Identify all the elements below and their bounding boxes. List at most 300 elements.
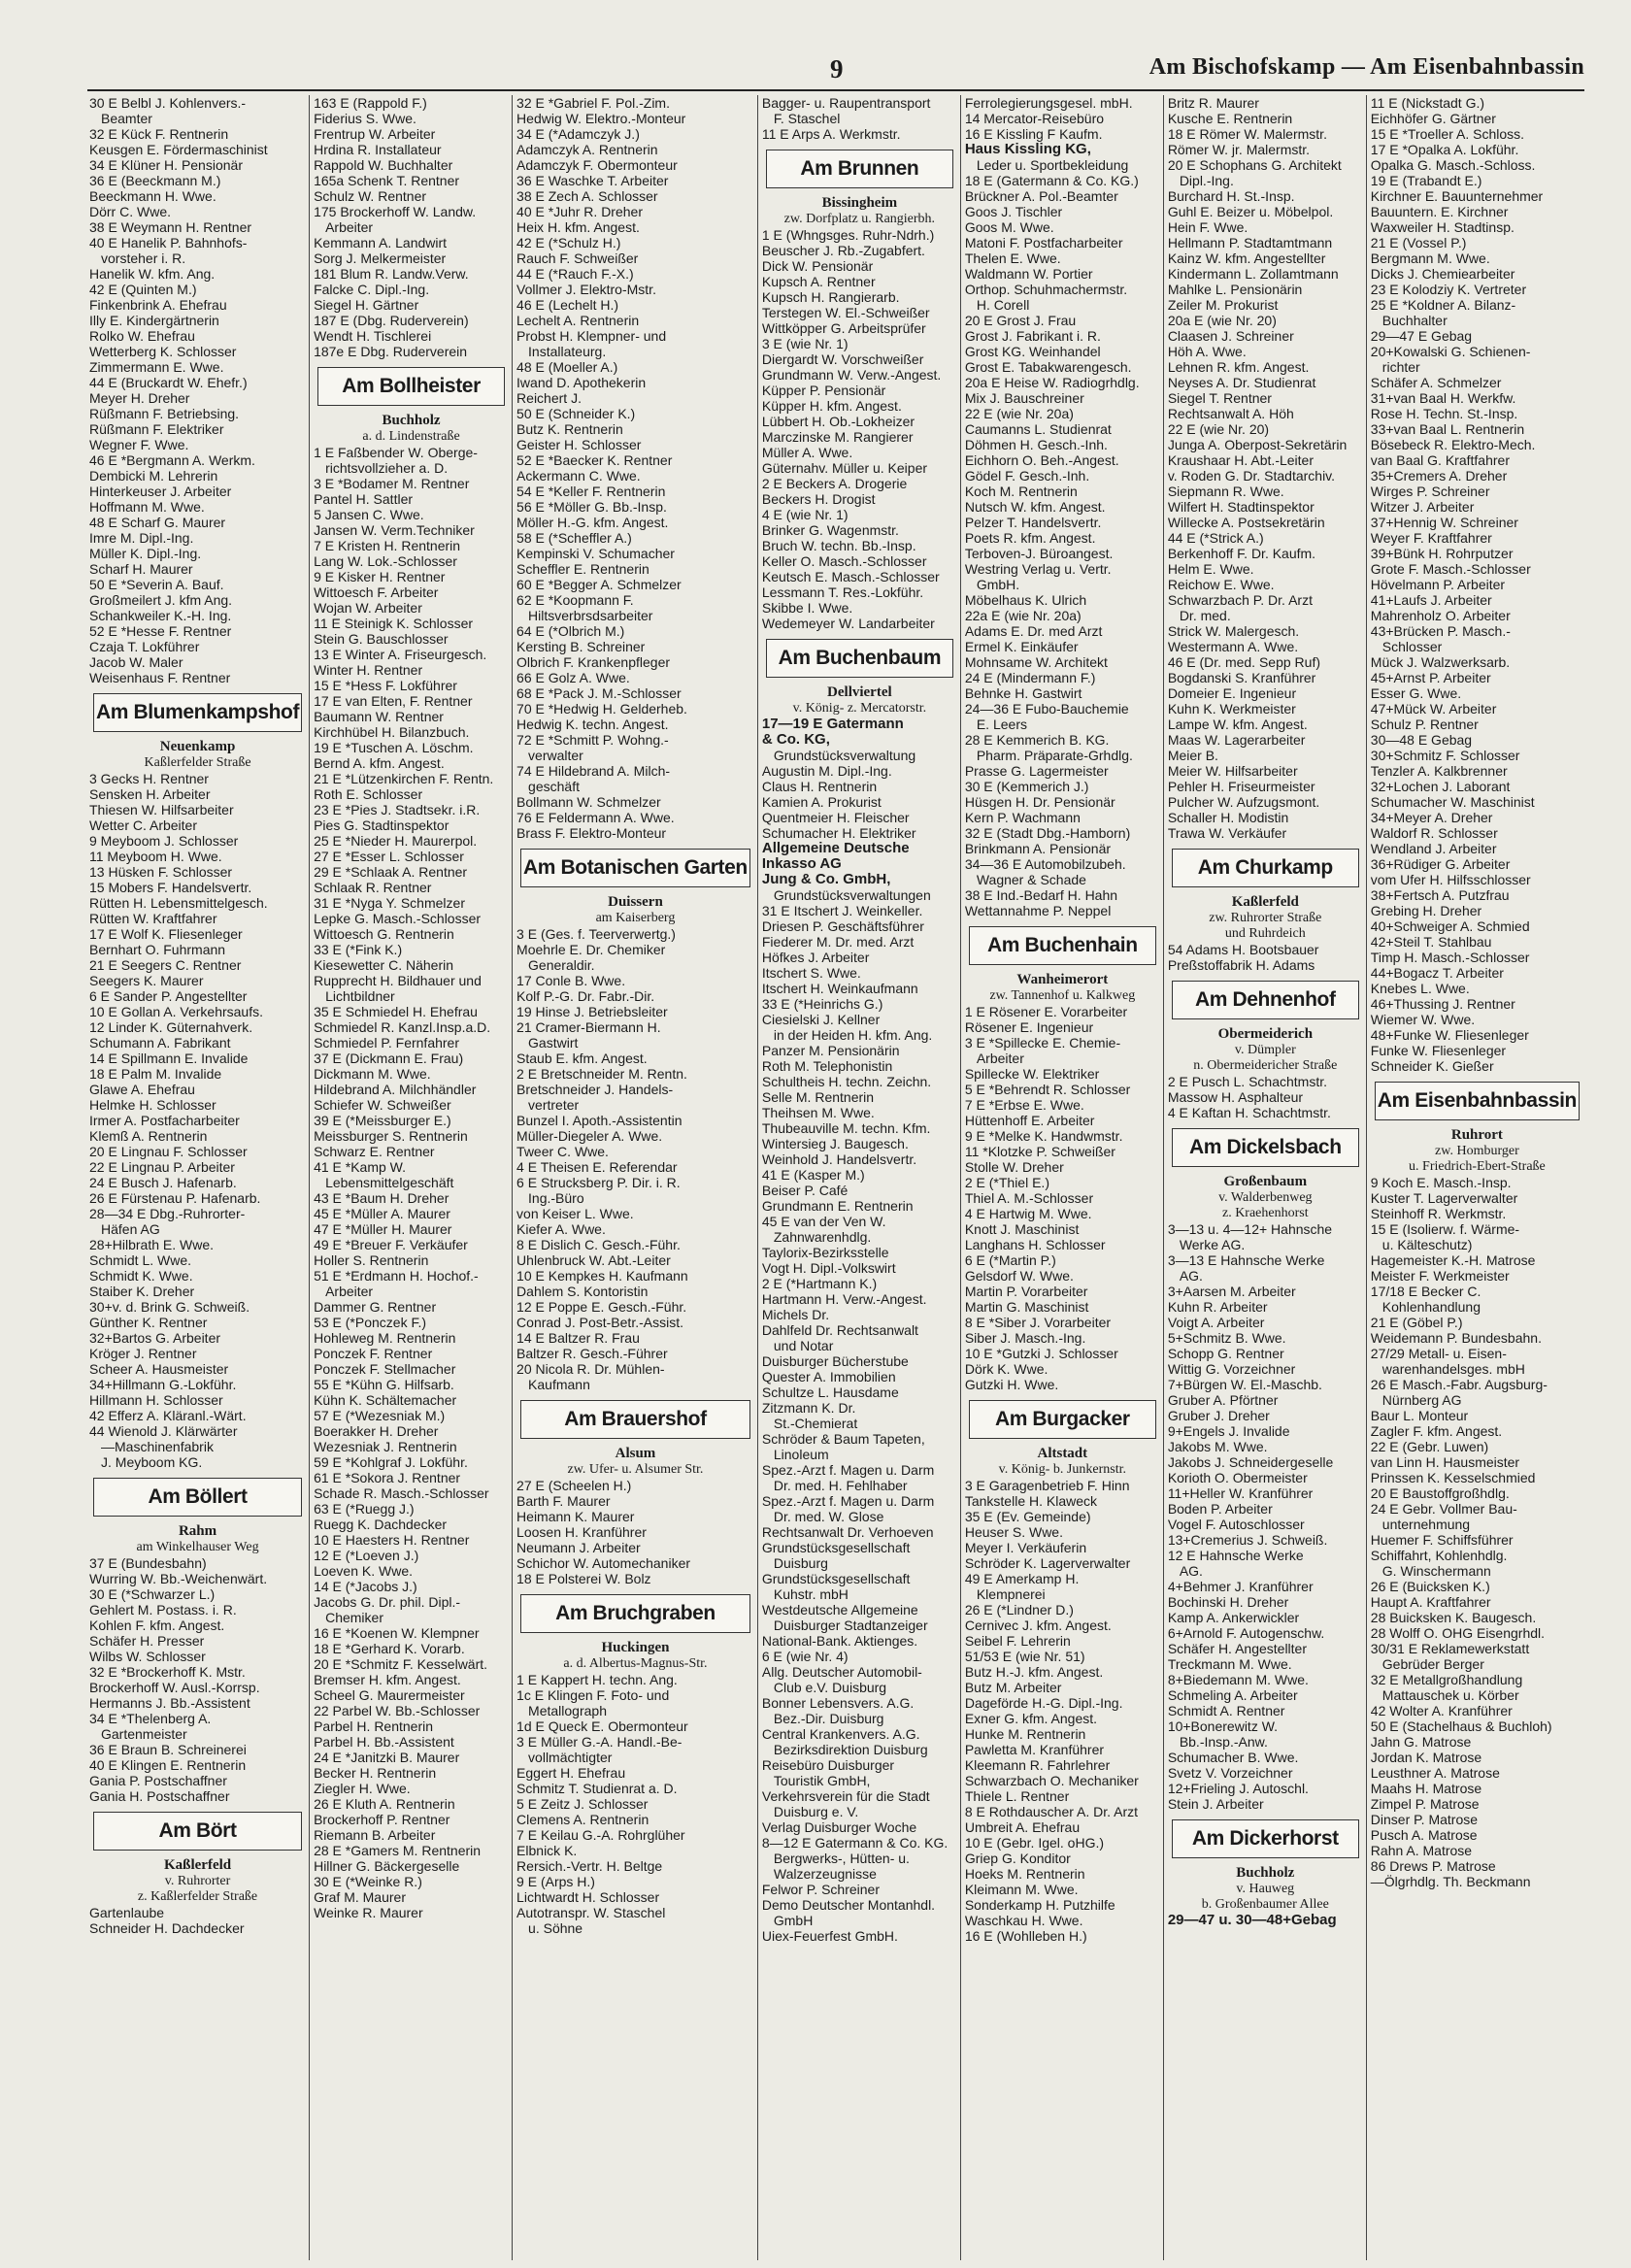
directory-entry: Rüßmann F. Elektriker bbox=[89, 421, 224, 437]
directory-entry: Lübbert H. Ob.-Lokheizer bbox=[761, 414, 915, 429]
directory-entry: 10+Bonerewitz W. bbox=[1167, 1718, 1279, 1734]
directory-entry: Lichtwardt H. Schlosser bbox=[516, 1889, 660, 1905]
directory-entry: Waxweiler H. Stadtinsp. bbox=[1370, 219, 1514, 235]
directory-entry: Butz K. Rentnerin bbox=[516, 421, 623, 437]
directory-entry: Reisebüro Duisburger bbox=[761, 1757, 895, 1773]
directory-entry: 19 E (Trabandt E.) bbox=[1370, 173, 1482, 188]
street-location: n. Obermeidericher Straße bbox=[1193, 1058, 1338, 1073]
directory-entry: Weisenhaus F. Rentner bbox=[89, 670, 231, 685]
directory-entry: Baltzer R. Gesch.-Führer bbox=[516, 1346, 668, 1361]
directory-entry: Quester A. Immobilien bbox=[761, 1369, 896, 1384]
entry-continuation: richtsvollzieher a. D. bbox=[325, 460, 449, 476]
directory-entry: Bonner Lebensvers. A.G. bbox=[761, 1695, 915, 1711]
directory-entry: 35 E Schmiedel H. Ehefrau bbox=[314, 1004, 478, 1019]
street-heading: Am Brauershof bbox=[520, 1400, 750, 1439]
directory-entry: 19 E *Tuschen A. Löschm. bbox=[314, 740, 474, 755]
directory-entry: Terboven-J. Büroangest. bbox=[964, 546, 1114, 561]
directory-entry: Korioth O. Obermeister bbox=[1167, 1470, 1308, 1485]
street-heading: Am Churkamp bbox=[1172, 849, 1359, 887]
directory-entry: Brückner A. Pol.-Beamter bbox=[964, 188, 1118, 204]
directory-entry: Kamp A. Ankerwickler bbox=[1167, 1610, 1300, 1625]
directory-entry: Britz R. Maurer bbox=[1167, 95, 1259, 111]
directory-entry: 1c E Klingen F. Foto- und bbox=[516, 1687, 670, 1703]
directory-entry: 44 E (*Strick A.) bbox=[1167, 530, 1264, 546]
directory-entry: Fiderius S. Wwe. bbox=[314, 111, 416, 126]
directory-entry: Pusch A. Matrose bbox=[1370, 1827, 1478, 1843]
directory-entry: Gödel F. Gesch.-Inh. bbox=[964, 468, 1090, 484]
directory-entry: Stolle W. Dreher bbox=[964, 1159, 1064, 1175]
directory-entry: Küpper H. kfm. Angest. bbox=[761, 398, 902, 414]
directory-entry: Nutsch W. kfm. Angest. bbox=[964, 499, 1106, 515]
directory-entry: Keusgen E. Fördermaschinist bbox=[89, 142, 268, 157]
directory-entry: Riemann B. Arbeiter bbox=[314, 1827, 436, 1843]
entry-continuation: Duisburg e. V. bbox=[773, 1804, 859, 1819]
directory-entry: 49 E *Breuer F. Verkäufer bbox=[314, 1237, 468, 1252]
entry-continuation: GmbH. bbox=[976, 577, 1020, 592]
directory-entry: Driesen P. Geschäftsführer bbox=[761, 918, 924, 934]
directory-entry: Ferrolegierungsgesel. mbH. bbox=[964, 95, 1133, 111]
directory-entry: 33 E (*Fink K.) bbox=[314, 942, 403, 957]
directory-entry: Wittköpper G. Arbeitsprüfer bbox=[761, 320, 926, 336]
directory-entry: Günther K. Rentner bbox=[89, 1315, 208, 1330]
directory-entry: 27 E *Esser L. Schlosser bbox=[314, 849, 464, 864]
entry-continuation: Arbeiter bbox=[325, 219, 374, 235]
street-location: Kaßlerfelder Straße bbox=[144, 755, 251, 770]
directory-entry: 13 E Winter A. Friseurgesch. bbox=[314, 647, 487, 662]
directory-entry: Domeier E. Ingenieur bbox=[1167, 685, 1297, 701]
directory-entry: Hoffmann M. Wwe. bbox=[89, 499, 205, 515]
entry-continuation: Duisburg bbox=[773, 1555, 828, 1571]
directory-entry: Wiemer W. Wwe. bbox=[1370, 1012, 1476, 1027]
directory-entry: Weinhold J. Handelsvertr. bbox=[761, 1151, 917, 1167]
directory-entry: 51 E *Erdmann H. Hochof.- bbox=[314, 1268, 479, 1284]
directory-entry: 11 E Arps A. Werkmstr. bbox=[761, 126, 901, 142]
directory-entry: 11 Meyboom H. Wwe. bbox=[89, 849, 222, 864]
directory-entry: Kirchner E. Bauunternehmer bbox=[1370, 188, 1544, 204]
directory-entry: 59 E *Kohlgraf J. Lokführ. bbox=[314, 1454, 468, 1470]
directory-entry: Wetterberg K. Schlosser bbox=[89, 344, 237, 359]
entry-continuation: Wagner & Schade bbox=[976, 872, 1086, 887]
directory-entry: Schumacher H. Elektriker bbox=[761, 825, 916, 841]
directory-entry: 187 E (Dbg. Ruderverein) bbox=[314, 313, 469, 328]
directory-entry: Schneider H. Dachdecker bbox=[89, 1920, 245, 1936]
directory-entry: 32+Bartos G. Arbeiter bbox=[89, 1330, 221, 1346]
directory-entry: Weinke R. Maurer bbox=[314, 1905, 423, 1920]
directory-entry: von Keiser L. Wwe. bbox=[516, 1206, 634, 1221]
directory-entry: Timp H. Masch.-Schlosser bbox=[1370, 950, 1530, 965]
entry-continuation: Hiltsverbrsdsarbeiter bbox=[528, 608, 653, 623]
directory-entry: 41+Laufs J. Arbeiter bbox=[1370, 592, 1492, 608]
directory-entry: 6 E (wie Nr. 4) bbox=[761, 1649, 849, 1664]
directory-entry: Jordan K. Matrose bbox=[1370, 1750, 1482, 1765]
directory-entry: Kemmann A. Landwirt bbox=[314, 235, 448, 250]
directory-entry: Conrad J. Post-Betr.-Assist. bbox=[516, 1315, 683, 1330]
directory-entry: Weidemann P. Bundesbahn. bbox=[1370, 1330, 1542, 1346]
directory-entry: 16 E Kissling F Kaufm. bbox=[964, 126, 1103, 142]
directory-entry: Dageförde H.-G. Dipl.-Ing. bbox=[964, 1695, 1123, 1711]
street-location: z. Kaßlerfelder Straße bbox=[137, 1889, 258, 1904]
directory-entry: 10 E (Gebr. Igel. oHG.) bbox=[964, 1835, 1105, 1851]
directory-entry: Diergardt W. Vorschweißer bbox=[761, 351, 924, 367]
directory-entry: 30 E (*Schwarzer L.) bbox=[89, 1586, 216, 1602]
directory-entry: Koch M. Rentnerin bbox=[964, 484, 1078, 499]
directory-entry: 34+Hillmann G.-Lokführ. bbox=[89, 1377, 237, 1392]
directory-entry: Kusche E. Rentnerin bbox=[1167, 111, 1293, 126]
directory-entry: Schumann A. Fabrikant bbox=[89, 1035, 231, 1051]
firm-entry: Jung & Co. GmbH, bbox=[761, 871, 891, 887]
directory-entry: Tweer C. Wwe. bbox=[516, 1144, 609, 1159]
directory-entry: 36+Rüdiger G. Arbeiter bbox=[1370, 856, 1511, 872]
directory-entry: Schwarz E. Rentner bbox=[314, 1144, 435, 1159]
directory-entry: Schmidt A. Rentner bbox=[1167, 1703, 1285, 1718]
directory-entry: 6 E Strucksberg P. Dir. i. R. bbox=[516, 1175, 681, 1190]
directory-entry: 49 E Amerkamp H. bbox=[964, 1571, 1080, 1586]
directory-entry: 2 E (*Thiel E.) bbox=[964, 1175, 1049, 1190]
directory-entry: Brass F. Elektro-Monteur bbox=[516, 825, 667, 841]
directory-entry: 52 E *Baecker K. Rentner bbox=[516, 452, 673, 468]
street-heading: Am Böllert bbox=[93, 1478, 302, 1517]
directory-entry: Schmeling A. Arbeiter bbox=[1167, 1687, 1298, 1703]
directory-entry: Treckmann M. Wwe. bbox=[1167, 1656, 1292, 1672]
directory-entry: Wendland J. Arbeiter bbox=[1370, 841, 1497, 856]
directory-entry: Goos J. Tischler bbox=[964, 204, 1063, 219]
firm-entry: 17—19 E Gatermann bbox=[761, 716, 904, 732]
directory-entry: Schichor W. Automechaniker bbox=[516, 1555, 691, 1571]
directory-entry: Wurring W. Bb.-Weichenwärt. bbox=[89, 1571, 268, 1586]
entry-continuation: Linoleum bbox=[773, 1447, 829, 1462]
directory-entry: 38+Fertsch A. Putzfrau bbox=[1370, 887, 1510, 903]
directory-entry: Becker H. Rentnerin bbox=[314, 1765, 437, 1781]
directory-entry: Kindermann L. Zollamtmann bbox=[1167, 266, 1339, 282]
directory-entry: 19 Hinse J. Betriebsleiter bbox=[516, 1004, 668, 1019]
directory-entry: Pies G. Stadtinspektor bbox=[314, 817, 449, 833]
directory-entry: 57 E (*Wezesniak M.) bbox=[314, 1408, 446, 1423]
directory-entry: 23 E Kolodziy K. Vertreter bbox=[1370, 282, 1527, 297]
directory-entry: Grundmann W. Verw.-Angest. bbox=[761, 367, 942, 383]
directory-entry: Ermel K. Einkäufer bbox=[964, 639, 1079, 654]
directory-entry: 29—47 E Gebag bbox=[1370, 328, 1473, 344]
directory-entry: Müller A. Wwe. bbox=[761, 445, 853, 460]
directory-entry: 18 E Römer W. Malermstr. bbox=[1167, 126, 1327, 142]
directory-entry: 48 E Scharf G. Maurer bbox=[89, 515, 226, 530]
directory-entry: Czaja T. Lokführer bbox=[89, 639, 200, 654]
entry-continuation: Metallograph bbox=[528, 1703, 607, 1718]
directory-entry: Trawa W. Verkäufer bbox=[1167, 825, 1287, 841]
directory-entry: Allg. Deutscher Automobil- bbox=[761, 1664, 922, 1680]
directory-entry: 7 E Kristen H. Rentnerin bbox=[314, 538, 461, 553]
directory-entry: Küpper P. Pensionär bbox=[761, 383, 886, 398]
directory-entry: Preßstoffabrik H. Adams bbox=[1167, 957, 1315, 973]
directory-entry: Graf M. Maurer bbox=[314, 1889, 406, 1905]
directory-entry: Schankweiler K.-H. Ing. bbox=[89, 608, 232, 623]
directory-entry: Möller H.-G. kfm. Angest. bbox=[516, 515, 669, 530]
directory-entry: Mahrenholz O. Arbeiter bbox=[1370, 608, 1511, 623]
directory-entry: Bernd A. kfm. Angest. bbox=[314, 755, 445, 771]
directory-entry: Baumann W. Rentner bbox=[314, 709, 444, 724]
directory-entry: Claasen J. Schreiner bbox=[1167, 328, 1294, 344]
directory-entry: Sensken H. Arbeiter bbox=[89, 786, 211, 802]
directory-entry: Grundmann E. Rentnerin bbox=[761, 1198, 914, 1214]
directory-entry: Leusthner A. Matrose bbox=[1370, 1765, 1500, 1781]
directory-entry: 10 E Haesters H. Rentner bbox=[314, 1532, 470, 1548]
directory-entry: 9 E *Melke K. Handwmstr. bbox=[964, 1128, 1123, 1144]
directory-entry: Central Krankenvers. A.G. bbox=[761, 1726, 920, 1742]
directory-column-6 bbox=[1163, 95, 1366, 2260]
directory-entry: 5 E Zeitz J. Schlosser bbox=[516, 1796, 649, 1812]
directory-entry: Kühn K. Schältemacher bbox=[314, 1392, 457, 1408]
directory-entry: 47 E *Müller H. Maurer bbox=[314, 1221, 452, 1237]
street-location: zw. Dorfplatz u. Rangierbh. bbox=[783, 212, 936, 226]
directory-entry: 34 E Klüner H. Pensionär bbox=[89, 157, 243, 173]
directory-entry: Kuhn K. Werkmeister bbox=[1167, 701, 1296, 717]
directory-entry: Sonderkamp H. Putzhilfe bbox=[964, 1897, 1115, 1913]
entry-continuation: Kaufmann bbox=[528, 1377, 590, 1392]
directory-entry: Rütten H. Lebensmittelgesch. bbox=[89, 895, 268, 911]
district-name: Kaßlerfeld bbox=[1231, 894, 1299, 910]
directory-entry: 26 E (*Lindner D.) bbox=[964, 1602, 1074, 1618]
directory-entry: Kamien A. Prokurist bbox=[761, 794, 882, 810]
directory-entry: Adamczyk A. Rentnerin bbox=[516, 142, 658, 157]
firm-entry: Haus Kissling KG, bbox=[964, 141, 1091, 157]
directory-entry: 12 Linder K. Güternahverk. bbox=[89, 1019, 253, 1035]
directory-entry: Zimpel P. Matrose bbox=[1370, 1796, 1480, 1812]
street-heading: Am Burgacker bbox=[969, 1400, 1156, 1439]
directory-entry: Grundstücksgesellschaft bbox=[761, 1540, 911, 1555]
directory-entry: Müller-Diegeler A. Wwe. bbox=[516, 1128, 663, 1144]
directory-entry: Esser G. Wwe. bbox=[1370, 685, 1462, 701]
directory-entry: Kröger J. Rentner bbox=[89, 1346, 197, 1361]
directory-entry: Hedwig W. Elektro.-Monteur bbox=[516, 111, 686, 126]
district-name: Neuenkamp bbox=[159, 739, 236, 754]
directory-entry: Kupsch A. Rentner bbox=[761, 274, 876, 289]
directory-entry: Gruber A. Pförtner bbox=[1167, 1392, 1279, 1408]
directory-entry: 40 E *Juhr R. Dreher bbox=[516, 204, 643, 219]
directory-entry: Pantel H. Sattler bbox=[314, 491, 414, 507]
directory-entry: Lehnen R. kfm. Angest. bbox=[1167, 359, 1310, 375]
directory-entry: Lechelt A. Rentnerin bbox=[516, 313, 640, 328]
directory-entry: 45+Arnst P. Arbeiter bbox=[1370, 670, 1491, 685]
directory-entry: 50 E *Severin A. Bauf. bbox=[89, 577, 224, 592]
directory-entry: 32 E *Brockerhoff K. Mstr. bbox=[89, 1664, 246, 1680]
entry-continuation: Grundstücksverwaltung bbox=[773, 748, 916, 763]
street-location: am Kaiserberg bbox=[595, 911, 676, 925]
directory-entry: 18 E (Gatermann & Co. KG.) bbox=[964, 173, 1139, 188]
directory-entry: 48 E (Moeller A.) bbox=[516, 359, 618, 375]
street-location: am Winkelhauser Weg bbox=[136, 1540, 259, 1554]
entry-continuation: unternehmung bbox=[1381, 1517, 1471, 1532]
directory-entry: 4 E (wie Nr. 1) bbox=[761, 507, 849, 522]
directory-entry: Siegel H. Gärtner bbox=[314, 297, 419, 313]
directory-entry: Römer W. jr. Malermstr. bbox=[1167, 142, 1311, 157]
directory-entry: Gruber J. Dreher bbox=[1167, 1408, 1270, 1423]
directory-entry: Brockerhoff W. Ausl.-Korrsp. bbox=[89, 1680, 260, 1695]
directory-entry: 17 E Wolf K. Fliesenleger bbox=[89, 926, 243, 942]
directory-entry: Elbnick K. bbox=[516, 1843, 578, 1858]
directory-entry: 6+Arnold F. Autogenschw. bbox=[1167, 1625, 1325, 1641]
directory-entry: Zeiler M. Prokurist bbox=[1167, 297, 1279, 313]
directory-entry: 181 Blum R. Landw.Verw. bbox=[314, 266, 469, 282]
directory-entry: 43+Brücken P. Masch.- bbox=[1370, 623, 1511, 639]
directory-entry: Probst H. Klempner- und bbox=[516, 328, 667, 344]
directory-entry: Waldmann W. Portier bbox=[964, 266, 1093, 282]
directory-entry: 3 E Garagenbetrieb F. Hinn bbox=[964, 1478, 1130, 1493]
directory-entry: Parbel H. Bb.-Assistent bbox=[314, 1734, 454, 1750]
directory-entry: Bagger- u. Raupentransport bbox=[761, 95, 931, 111]
district-name: Bissingheim bbox=[821, 195, 898, 211]
district-name: Ruhrort bbox=[1450, 1127, 1503, 1143]
directory-entry: Thiesen W. Hilfsarbeiter bbox=[89, 802, 234, 817]
directory-entry: 24 E *Janitzki B. Maurer bbox=[314, 1750, 460, 1765]
directory-entry: 32 E Kück F. Rentnerin bbox=[89, 126, 229, 142]
directory-entry: 31+van Baal H. Werkfw. bbox=[1370, 390, 1516, 406]
directory-entry: Wintersieg J. Baugesch. bbox=[761, 1136, 909, 1151]
directory-entry: 54 Adams H. Bootsbauer bbox=[1167, 942, 1319, 957]
directory-entry: Mix J. Bauschreiner bbox=[964, 390, 1084, 406]
running-title: Am Bischofskamp — Am Eisenbahnbassin bbox=[1148, 54, 1584, 80]
directory-entry: 11 *Klotzke P. Schweißer bbox=[964, 1144, 1115, 1159]
directory-entry: Winter H. Rentner bbox=[314, 662, 423, 678]
directory-entry: Fiederer M. Dr. med. Arzt bbox=[761, 934, 915, 950]
directory-entry: Jacobs G. Dr. phil. Dipl.- bbox=[314, 1594, 461, 1610]
directory-entry: Gania H. Postschaffner bbox=[89, 1788, 230, 1804]
directory-entry: Voigt A. Arbeiter bbox=[1167, 1315, 1265, 1330]
directory-entry: Wetter C. Arbeiter bbox=[89, 817, 198, 833]
directory-entry: Finkenbrink A. Ehefrau bbox=[89, 297, 227, 313]
street-heading: Am Bruchgraben bbox=[520, 1594, 750, 1633]
directory-entry: Wittoesch F. Arbeiter bbox=[314, 584, 439, 600]
directory-entry: Hein F. Wwe. bbox=[1167, 219, 1248, 235]
directory-entry: 17 E *Opalka A. Lokführ. bbox=[1370, 142, 1519, 157]
directory-entry: 4 E Kaftan H. Schachtmstr. bbox=[1167, 1105, 1331, 1120]
directory-entry: 26 E Fürstenau P. Hafenarb. bbox=[89, 1190, 261, 1206]
directory-entry: 11+Heller W. Kranführer bbox=[1167, 1485, 1314, 1501]
directory-entry: Verkehrsverein für die Stadt bbox=[761, 1788, 930, 1804]
directory-entry: Wegner F. Wwe. bbox=[89, 437, 189, 452]
directory-entry: Frentrup W. Arbeiter bbox=[314, 126, 436, 142]
directory-entry: 20 E Schophans G. Architekt bbox=[1167, 157, 1342, 173]
directory-entry: Hagemeister K.-H. Matrose bbox=[1370, 1252, 1536, 1268]
directory-entry: Wedemeyer W. Landarbeiter bbox=[761, 616, 935, 631]
entry-continuation: Bez.-Dir. Duisburg bbox=[773, 1711, 884, 1726]
directory-entry: Jansen W. Verm.Techniker bbox=[314, 522, 475, 538]
directory-entry: Schneider K. Gießer bbox=[1370, 1058, 1494, 1074]
directory-entry: 7 E Keilau G.-A. Rohrglüher bbox=[516, 1827, 685, 1843]
directory-entry: Spillecke W. Elektriker bbox=[964, 1066, 1100, 1082]
entry-continuation: vollmächtigter bbox=[528, 1750, 613, 1765]
directory-entry: 4+Behmer J. Kranführer bbox=[1167, 1579, 1314, 1594]
entry-continuation: Grundstücksverwaltungen bbox=[773, 887, 931, 903]
directory-entry: 26 E Masch.-Fabr. Augsburg- bbox=[1370, 1377, 1548, 1392]
directory-entry: Scheffler E. Rentnerin bbox=[516, 561, 649, 577]
directory-entry: 44 E (Bruckardt W. Ehefr.) bbox=[89, 375, 248, 390]
entry-continuation: Buchhalter bbox=[1381, 313, 1448, 328]
directory-entry: 46 E (Dr. med. Sepp Ruf) bbox=[1167, 654, 1320, 670]
directory-entry: 30+Schmitz F. Schlosser bbox=[1370, 748, 1520, 763]
directory-entry: 34+Meyer A. Dreher bbox=[1370, 810, 1493, 825]
directory-entry: Beeckmann H. Wwe. bbox=[89, 188, 216, 204]
directory-entry: 26 E (Buicksken K.) bbox=[1370, 1579, 1490, 1594]
directory-entry: Hedwig K. techn. Angest. bbox=[516, 717, 669, 732]
directory-entry: 26 E Kluth A. Rentnerin bbox=[314, 1796, 455, 1812]
directory-entry: 40 E Hanelik P. Bahnhofs- bbox=[89, 235, 248, 250]
directory-entry: 163 E (Rappold F.) bbox=[314, 95, 427, 111]
directory-entry: Hildebrand A. Milchhändler bbox=[314, 1082, 477, 1097]
directory-entry: Rechtsanwalt Dr. Verhoeven bbox=[761, 1524, 934, 1540]
directory-entry: 76 E Feldermann A. Wwe. bbox=[516, 810, 675, 825]
directory-entry: Neumann J. Arbeiter bbox=[516, 1540, 641, 1555]
street-location: zw. Homburger bbox=[1435, 1144, 1519, 1158]
directory-entry: Marczinske M. Rangierer bbox=[761, 429, 914, 445]
directory-entry: Iwand D. Apothekerin bbox=[516, 375, 647, 390]
directory-entry: 60 E *Begger A. Schmelzer bbox=[516, 577, 682, 592]
firm-entry: & Co. KG, bbox=[761, 731, 830, 748]
directory-entry: Kraushaar H. Abt.-Leiter bbox=[1167, 452, 1314, 468]
directory-entry: Kohlen F. kfm. Angest. bbox=[89, 1618, 225, 1633]
directory-entry: 46 E (Lechelt H.) bbox=[516, 297, 619, 313]
directory-entry: 3—13 E Hahnsche Werke bbox=[1167, 1252, 1325, 1268]
district-name: Huckingen bbox=[601, 1640, 670, 1655]
directory-entry: Eggert H. Ehefrau bbox=[516, 1765, 626, 1781]
entry-continuation: u. Kälteschutz) bbox=[1381, 1237, 1473, 1252]
directory-entry: 21 E Seegers C. Rentner bbox=[89, 957, 242, 973]
street-location: v. König- z. Mercatorstr. bbox=[792, 701, 927, 716]
directory-entry: 8—12 E Gatermann & Co. KG. bbox=[761, 1835, 949, 1851]
directory-entry: 28+Hilbrath E. Wwe. bbox=[89, 1237, 214, 1252]
directory-entry: 32 E *Gabriel F. Pol.-Zim. bbox=[516, 95, 670, 111]
directory-entry: Gutzki H. Wwe. bbox=[964, 1377, 1059, 1392]
directory-entry: 54 E *Keller F. Rentnerin bbox=[516, 484, 666, 499]
directory-entry: Hinterkeuser J. Arbeiter bbox=[89, 484, 232, 499]
directory-entry: Höfkes J. Arbeiter bbox=[761, 950, 870, 965]
entry-continuation: richter bbox=[1381, 359, 1420, 375]
directory-entry: Schröder & Baum Tapeten, bbox=[761, 1431, 925, 1447]
directory-entry: Schopp G. Rentner bbox=[1167, 1346, 1284, 1361]
directory-entry: 32 E Metallgroßhandlung bbox=[1370, 1672, 1523, 1687]
directory-entry: Neyses A. Dr. Studienrat bbox=[1167, 375, 1316, 390]
directory-entry: 12 E (*Loeven J.) bbox=[314, 1548, 419, 1563]
street-location: a. d. Albertus-Magnus-Str. bbox=[563, 1656, 708, 1671]
directory-entry: Grundstücksgesellschaft bbox=[761, 1571, 911, 1586]
directory-entry: 40+Schweiger A. Schmied bbox=[1370, 918, 1530, 934]
entry-continuation: Dipl.-Ing. bbox=[1179, 173, 1234, 188]
directory-entry: Schumacher B. Wwe. bbox=[1167, 1750, 1299, 1765]
directory-entry: 68 E *Pack J. M.-Schlosser bbox=[516, 685, 682, 701]
directory-entry: 31 E Itschert J. Weinkeller. bbox=[761, 903, 923, 918]
directory-entry: 10 E Gollan A. Verkehrsaufs. bbox=[89, 1004, 263, 1019]
directory-entry: Panzer M. Pensionärin bbox=[761, 1043, 900, 1058]
directory-entry: 61 E *Sokora J. Rentner bbox=[314, 1470, 461, 1485]
directory-entry: Grote F. Masch.-Schlosser bbox=[1370, 561, 1531, 577]
directory-entry: Maahs H. Matrose bbox=[1370, 1781, 1482, 1796]
directory-entry: 42 E (*Schulz H.) bbox=[516, 235, 621, 250]
directory-entry: Vollmer J. Elektro-Mstr. bbox=[516, 282, 656, 297]
directory-entry: 72 E *Schmitt P. Wohng.- bbox=[516, 732, 669, 748]
directory-column-2 bbox=[309, 95, 512, 2260]
directory-entry: Itschert S. Wwe. bbox=[761, 965, 861, 981]
directory-entry: 8 E Dislich C. Gesch.-Führ. bbox=[516, 1237, 681, 1252]
directory-entry: Bösebeck R. Elektro-Mech. bbox=[1370, 437, 1536, 452]
street-heading: Am Buchenhain bbox=[969, 926, 1156, 965]
directory-entry: Thubeauville M. techn. Kfm. bbox=[761, 1120, 931, 1136]
directory-entry: Siber J. Masch.-Ing. bbox=[964, 1330, 1086, 1346]
directory-entry: Spez.-Arzt f. Magen u. Darm bbox=[761, 1462, 935, 1478]
directory-entry: 39+Bünk H. Rohrputzer bbox=[1370, 546, 1514, 561]
directory-entry: 1 E Faßbender W. Oberge- bbox=[314, 445, 478, 460]
directory-entry: Meissburger S. Rentnerin bbox=[314, 1128, 468, 1144]
directory-entry: 33 E (*Heinrichs G.) bbox=[761, 996, 883, 1012]
directory-entry: 42 Efferz A. Kläranl.-Wärt. bbox=[89, 1408, 247, 1423]
directory-entry: 53 E (*Ponczek F.) bbox=[314, 1315, 427, 1330]
